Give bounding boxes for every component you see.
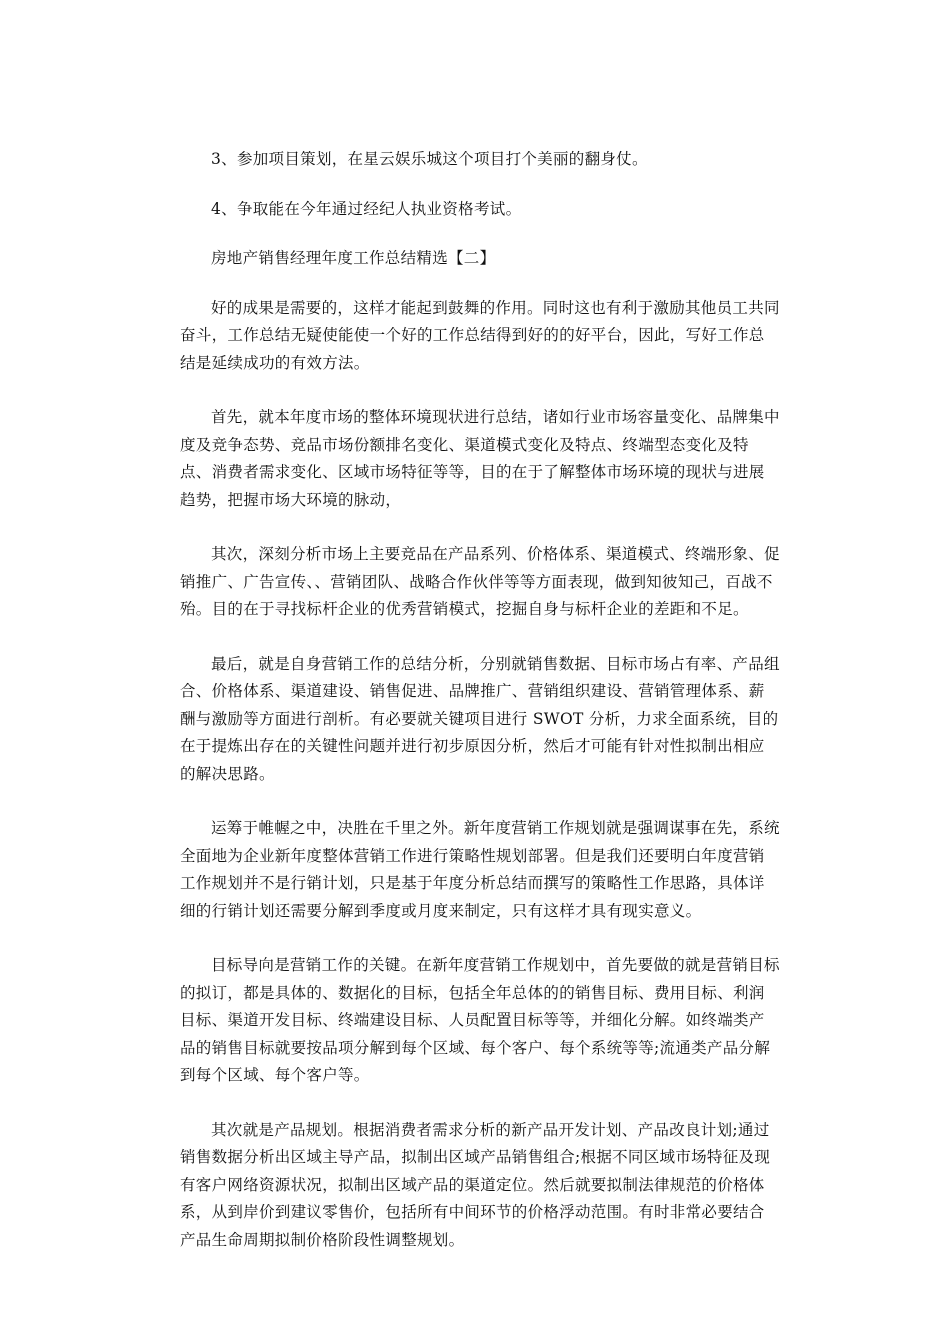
list-item-3: 3、参加项目策划，在星云娱乐城这个项目打个美丽的翻身仗。 (211, 150, 648, 168)
section-heading: 房地产销售经理年度工作总结精选【二】 (211, 249, 496, 267)
list-item-4: 4、争取能在今年通过经纪人执业资格考试。 (211, 199, 522, 218)
paragraph-intro: 好的成果是需要的，这样才能起到鼓舞的作用。同时这也有利于激励其他员工共同奋斗，工作总结无疑使能使一个好的工作总结得到好的的好平台，因此，写好工作总结是延续成功的有效方法。 (180, 298, 780, 372)
paragraph-competitor-analysis: 其次，深刻分析市场上主要竞品在产品系列、价格体系、渠道模式、终端形象、促销推广、广告宣传、、营销团队、战略合作伙伴等等方面表现，做到知彼知己，百战不殆。目的在于寻找标杆企业的优秀营销模式，挖掘自身与标杆企业的差距和不足。 (180, 545, 780, 618)
paragraph-self-analysis: 最后，就是自身营销工作的总结分析，分别就销售数据、目标市场占有率、产品组合、价格体系、渠道建设、销售促进、品牌推广、营销组织建设、营销管理体系、薪酬与激励等方面进行剖析。有必要就关键项目进行 SWOT 分析，力求全面系统，目的在于提炼出存在的关键性问题并进行初步原因分析，然后才可能有针对性拟制出相应的解决思路。 (180, 654, 780, 783)
paragraph-market-environment: 首先，就本年度市场的整体环境现状进行总结，诸如行业市场容量变化、品牌集中度及竞争态势、竞品市场份额排名变化、渠道模式变化及特点、终端型态变化及特点、消费者需求变化、区域市场特征等等，目的在于了解整体市场环境的现状与进展趋势，把握市场大环境的脉动， (180, 408, 780, 509)
paragraph-targets: 目标导向是营销工作的关键。在新年度营销工作规划中，首先要做的就是营销目标的拟订，都是具体的、数据化的目标，包括全年总体的的销售目标、费用目标、利润目标、渠道开发目标、终端建设目标、人员配置目标等等，并细化分解。如终端类产品的销售目标就要按品项分解到每个区域、每个客户、每个系统等等;流通类产品分解到每个区域、每个客户等。 (180, 956, 780, 1084)
paragraph-product-planning: 其次就是产品规划。根据消费者需求分析的新产品开发计划、产品改良计划;通过销售数据分析出区域主导产品，拟制出区域产品销售组合;根据不同区域市场特征及现有客户网络资源状况，拟制出区域产品的渠道定位。然后就要拟制法律规范的价格体系，从到岸价到建议零售价，包括所有中间环节的价格浮动范围。有时非常必要结合产品生命周期拟制价格阶段性调整规划。 (180, 1120, 771, 1249)
document-body (180, 146, 780, 1281)
paragraph-planning: 运筹于帷幄之中，决胜在千里之外。新年度营销工作规划就是强调谋事在先，系统全面地为企业新年度整体营销工作进行策略性规划部署。但是我们还要明白年度营销工作规划并不是行销计划，只是基于年度分析总结而撰写的策略性工作思路，具体详细的行销计划还需要分解到季度或月度来制定，只有这样才具有现实意义。 (180, 819, 780, 920)
